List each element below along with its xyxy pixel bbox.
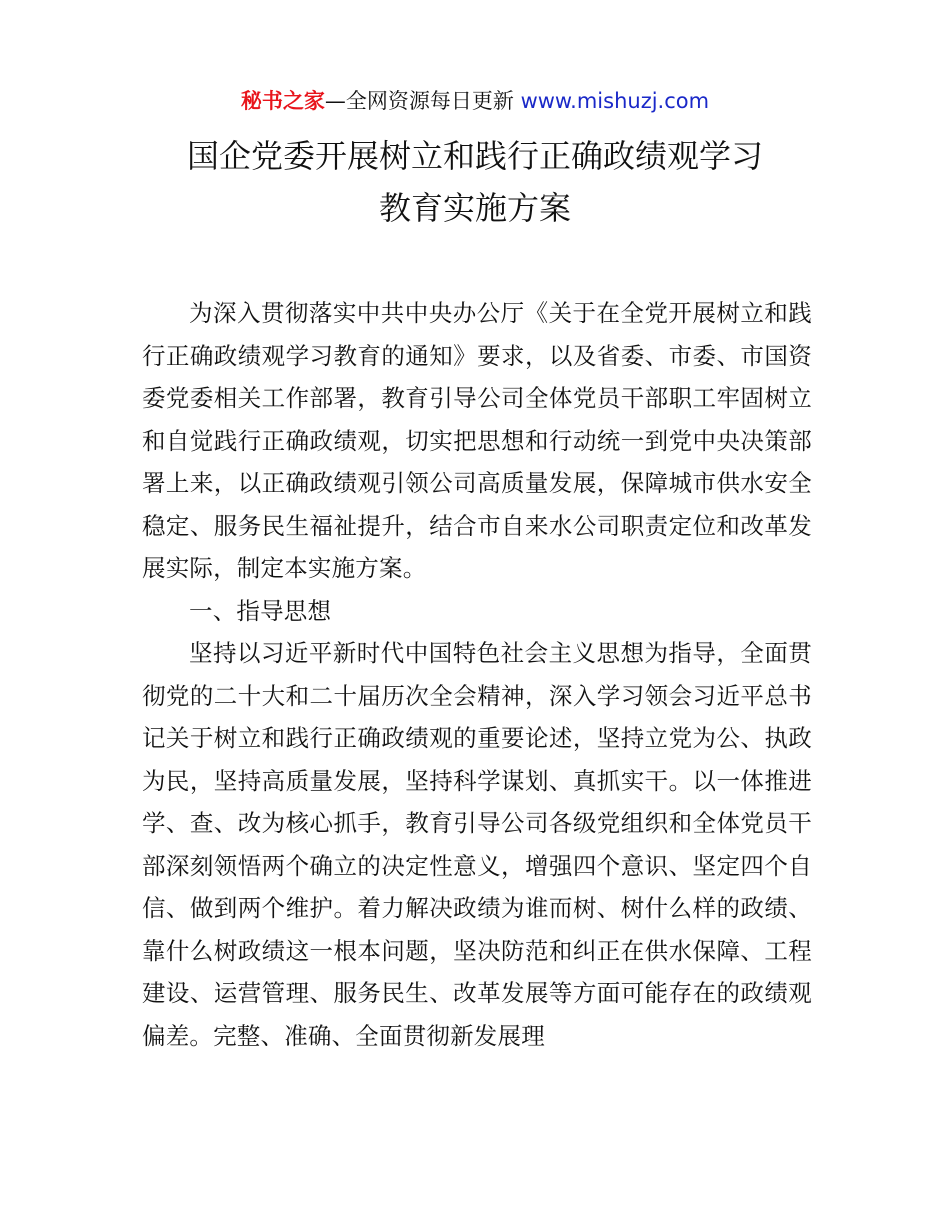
section-heading-guiding-ideology: 一、指导思想 [189,596,332,625]
section-paragraph-guiding-ideology: 坚持以习近平新时代中国特色社会主义思想为指导，全面贯彻党的二十大和二十届历次全会精神，深入学习领会习近平总书记关于树立和践行正确政绩观的重要论述，坚持立党为公、执政为民，坚持高质量发展，坚持科学谋划、真抓实干。以一体推进学、查、改为核心抓手，教育引导公司各级党组织和全体党员干部深刻领悟两个确立的决定性意义，增强四个意识、坚定四个自信、做到两个维护。着力解决政绩为谁而树、树什么样的政绩、靠什么树政绩这一根本问题，坚决防范和纠正在供水保障、工程建设、运营管理、服务民生、改革发展等方面可能存在的政绩观偏差。完整、准确、全面贯彻新发展理 [142,639,812,1050]
document-title [0,130,950,234]
intro-paragraph: 为深入贯彻落实中共中央办公厅《关于在全党开展树立和践行正确政绩观学习教育的通知》要求，以及省委、市委、市国资委党委相关工作部署，教育引导公司全体党员干部职工牢固树立和自觉践行正确政绩观，切实把思想和行动统一到党中央决策部署上来，以正确政绩观引领公司高质量发展，保障城市供水安全稳定、服务民生福祉提升，结合市自来水公司职责定位和改革发展实际，制定本实施方案。 [142,299,812,582]
title-line-2: 教育实施方案 [378,189,571,227]
title-line-1: 国企党委开展树立和践行正确政绩观学习 [186,137,763,175]
header-tagline: —全网资源每日更新 [324,89,514,113]
site-url-link[interactable]: www.mishuzj.com [520,89,710,113]
document-body [142,292,812,1057]
brand-name: 秘书之家 [240,89,325,113]
header-banner [0,86,950,116]
